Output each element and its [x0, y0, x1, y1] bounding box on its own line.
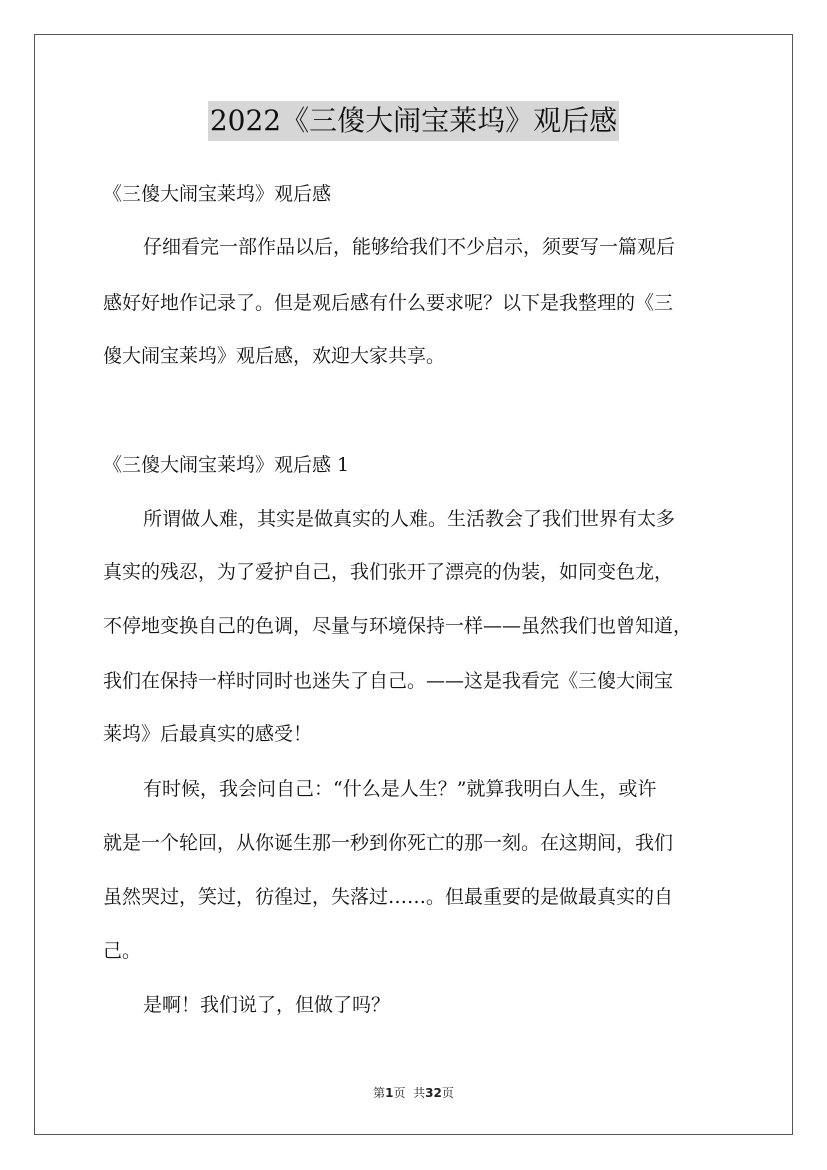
page-footer	[0, 1085, 827, 1101]
title-container	[0, 101, 827, 141]
footer-prefix: 第	[373, 1086, 386, 1100]
para2-line-4: 己。	[103, 940, 142, 962]
footer-total-suffix: 页	[441, 1086, 454, 1100]
footer-page-number: 1	[385, 1086, 394, 1100]
section-heading: 《三傻大闹宝莱坞》观后感 1	[103, 454, 350, 476]
intro-line-2: 感好好地作记录了。但是观后感有什么要求呢？以下是我整理的《三	[103, 292, 674, 314]
intro-line-3: 傻大闹宝莱坞》观后感，欢迎大家共享。	[103, 345, 446, 367]
para2-line-2: 就是一个轮回，从你诞生那一秒到你死亡的那一刻。在这期间，我们	[103, 832, 674, 854]
para1-line-1: 所谓做人难，其实是做真实的人难。生活教会了我们世界有太多	[143, 508, 676, 530]
footer-page-suffix: 页	[393, 1086, 406, 1100]
para2-line-3: 虽然哭过，笑过，彷徨过，失落过……。但最重要的是做最真实的自	[103, 886, 674, 908]
para1-line-4: 我们在保持一样时同时也迷失了自己。——这是我看完《三傻大闹宝	[103, 670, 674, 692]
subtitle: 《三傻大闹宝莱坞》观后感	[103, 183, 332, 205]
para1-line-2: 真实的残忍，为了爱护自己，我们张开了漂亮的伪装，如同变色龙，	[103, 561, 674, 583]
intro-line-1: 仔细看完一部作品以后，能够给我们不少启示，须要写一篇观后	[143, 236, 676, 258]
para1-line-3: 不停地变换自己的色调，尽量与环境保持一样——虽然我们也曾知道，	[103, 615, 693, 637]
para1-line-5: 莱坞》后最真实的感受！	[103, 723, 313, 745]
footer-total-prefix: 共	[413, 1086, 426, 1100]
document-title: 2022《三傻大闹宝莱坞》观后感	[208, 101, 619, 141]
para3-line-1: 是啊！我们说了，但做了吗？	[143, 994, 391, 1016]
footer-total-pages: 32	[425, 1086, 442, 1100]
para2-line-1: 有时候，我会问自己：“什么是人生？”就算我明白人生，或许	[143, 778, 657, 800]
